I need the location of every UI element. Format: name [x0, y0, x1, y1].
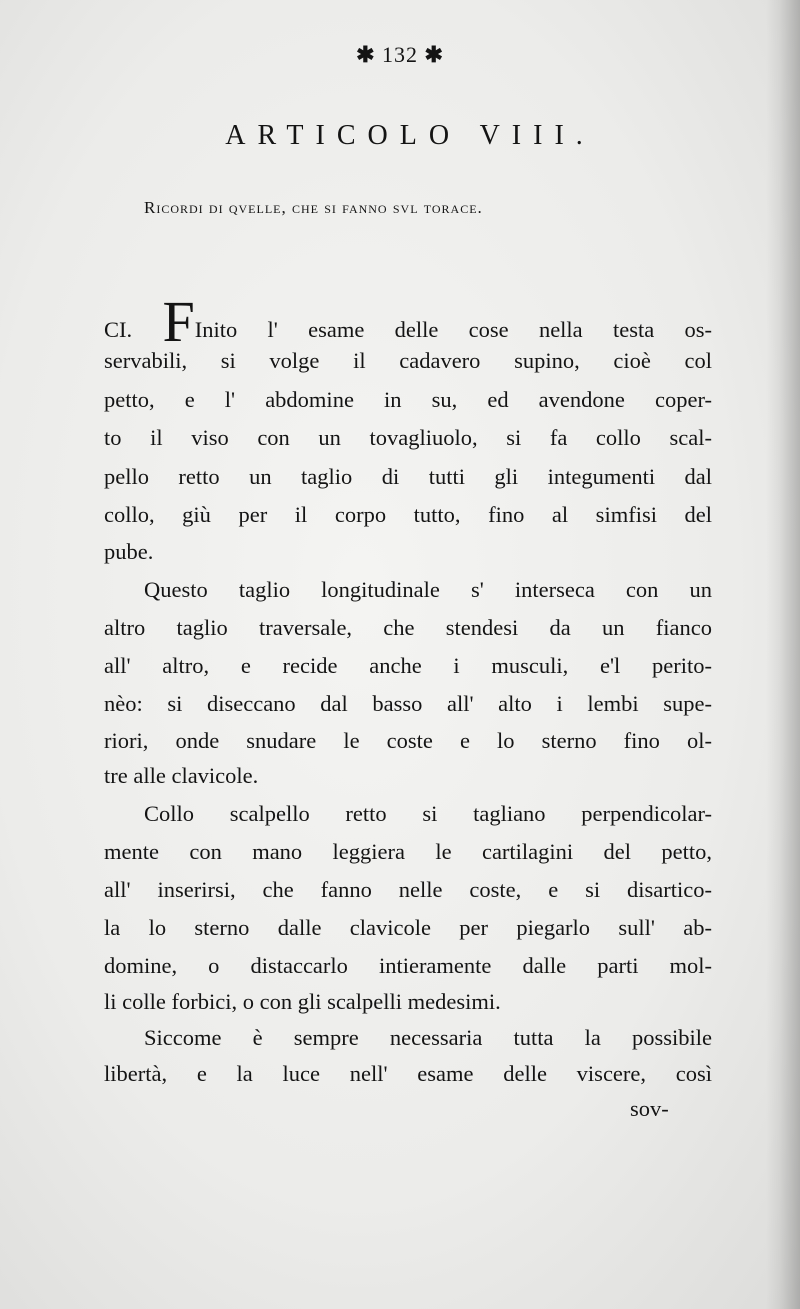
- text-line: Siccome è sempre necessaria tutta la possibile: [144, 1025, 712, 1050]
- article-subtitle: Ricordi di qvelle, che si fanno svl torace.: [144, 198, 483, 217]
- text-line: libertà, e la luce nell' esame delle viscere, così: [104, 1061, 712, 1086]
- ornament-right-icon: ✱: [424, 42, 444, 67]
- page-edge-shadow: [766, 0, 800, 1309]
- page-number: 132: [382, 42, 418, 67]
- paragraph-number: CI.: [104, 317, 133, 342]
- text-line: petto, e l' abdomine in su, ed avendone coper-: [104, 387, 712, 412]
- text-line: li colle forbici, o con gli scalpelli medesimi.: [104, 989, 501, 1014]
- text-line: pello retto un taglio di tutti gli integumenti dal: [104, 464, 712, 489]
- ornament-left-icon: ✱: [356, 42, 376, 67]
- text-line: all' inserirsi, che fanno nelle coste, e si disartico-: [104, 877, 712, 902]
- catchword: sov-: [630, 1096, 669, 1121]
- text-line: Questo taglio longitudinale s' interseca con un: [144, 577, 712, 602]
- text-line: all' altro, e recide anche i musculi, e'l perito-: [104, 653, 712, 678]
- article-title: ARTICOLO VIII.: [225, 120, 595, 151]
- text-line: tre alle clavicole.: [104, 763, 259, 788]
- text-line: to il viso con un tovagliuolo, si fa collo scal-: [104, 425, 712, 450]
- text-line: collo, giù per il corpo tutto, fino al simfisi del: [104, 502, 712, 527]
- text-line: mente con mano leggiera le cartilagini del petto,: [104, 839, 712, 864]
- drop-cap: F: [162, 289, 195, 354]
- line-text: Inito l' esame delle cose nella testa os-: [194, 317, 713, 342]
- text-line: Collo scalpello retto si tagliano perpendicolar-: [144, 801, 712, 826]
- page-header: [0, 42, 800, 68]
- text-line: pube.: [104, 539, 154, 564]
- text-line: [104, 289, 713, 354]
- text-line: riori, onde snudare le coste e lo sterno fino ol-: [104, 728, 712, 753]
- text-line: la lo sterno dalle clavicole per piegarlo sull' ab-: [104, 915, 712, 940]
- text-line: nèo: si diseccano dal basso all' alto i lembi supe-: [104, 691, 712, 716]
- text-line: altro taglio traversale, che stendesi da un fianco: [104, 615, 712, 640]
- text-line: domine, o distaccarlo intieramente dalle parti mol-: [104, 953, 712, 978]
- text-line: servabili, si volge il cadavero supino, cioè col: [104, 348, 712, 373]
